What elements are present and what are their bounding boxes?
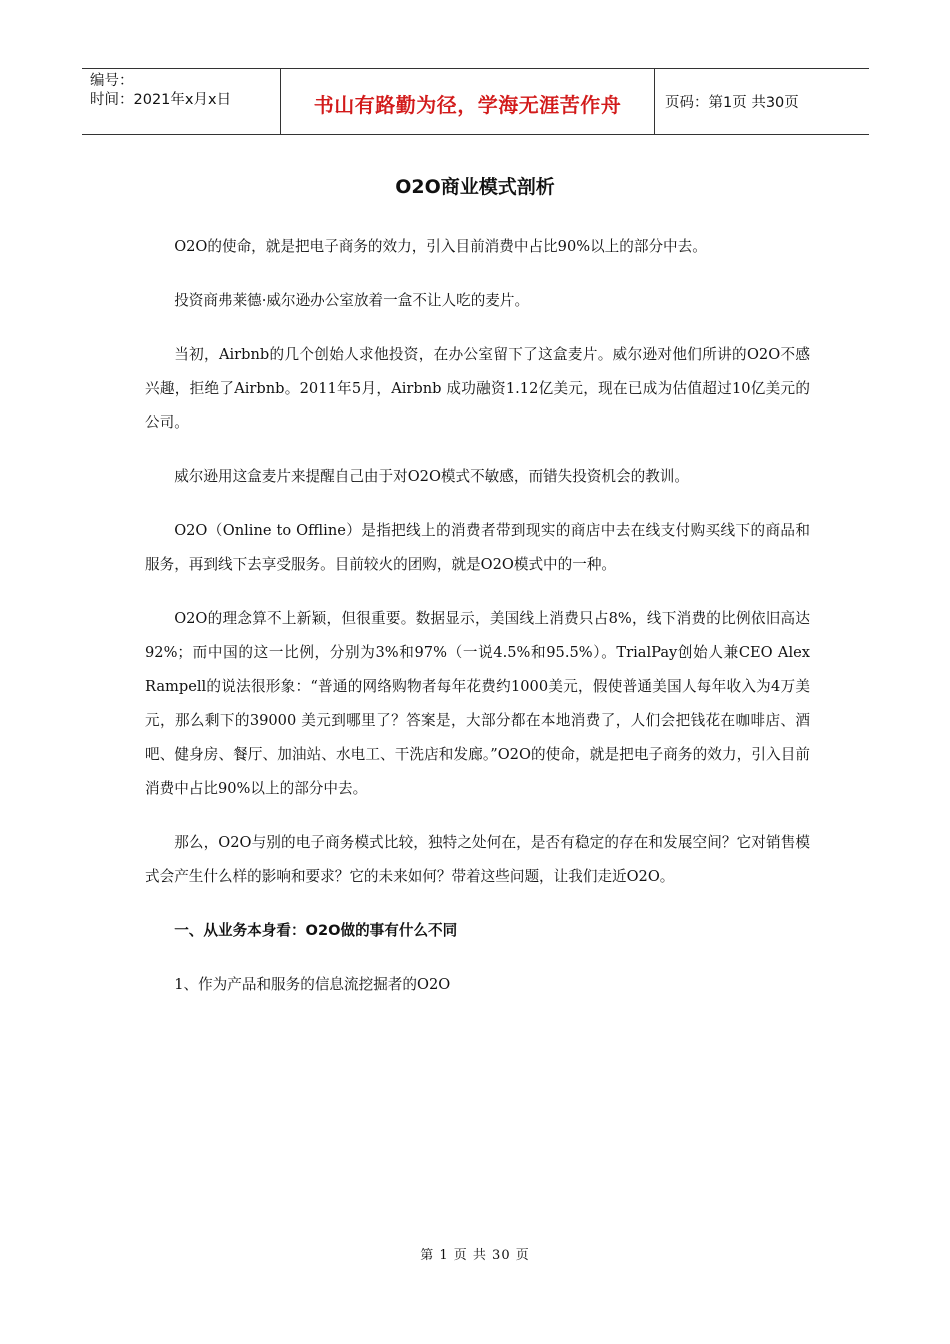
page-info: 页码：第1页 共30页 <box>665 95 799 111</box>
paragraph: 当初，Airbnb的几个创始人求他投资，在办公室留下了这盒麦片。威尔逊对他们所讲的O2O不感兴趣，拒绝了Airbnb。2011年5月，Airbnb 成功融资1.12亿美元，现在已成为估值超过10亿美元的公司。 <box>145 346 810 431</box>
header-table <box>82 68 869 135</box>
paragraph: O2O的使命，就是把电子商务的效力，引入目前消费中占比90%以上的部分中去。 <box>174 238 707 255</box>
date-label: 时间：2021年x月x日 <box>90 92 232 108</box>
header-left-cell <box>82 69 281 134</box>
paragraph: O2O的理念算不上新颖，但很重要。数据显示，美国线上消费只占8%，线下消费的比例依旧高达92%；而中国的这一比例，分别为3%和97%（一说4.5%和95.5%）。TrialPay创始人兼CEO Alex Rampell的说法很形象：“普通的网络购物者每年花费约1000美元，假使普通美国人每年收入为4万美元，那么剩下的39000 美元到哪里了？答案是，大部分都在本地消费了，人们会把钱花在咖啡店、酒吧、健身房、餐厅、加油站、水电工、干洗店和发廊。”O2O的使命，就是把电子商务的效力，引入目前消费中占比90%以上的部分中去。 <box>145 610 810 797</box>
number-label: 编号： <box>90 73 134 89</box>
paragraph: O2O（Online to Offline）是指把线上的消费者带到现实的商店中去在线支付购买线下的商品和服务，再到线下去享受服务。目前较火的团购，就是O2O模式中的一种。 <box>145 522 810 573</box>
paragraph: 投资商弗莱德·威尔逊办公室放着一盒不让人吃的麦片。 <box>174 292 530 309</box>
page-footer: 第 1 页 共 30 页 <box>420 1248 530 1263</box>
sub-heading: 1、作为产品和服务的信息流挖掘者的O2O <box>174 976 451 993</box>
document-title: O2O商业模式剖析 <box>395 176 555 198</box>
paragraph: 那么，O2O与别的电子商务模式比较，独特之处何在，是否有稳定的存在和发展空间？它对销售模式会产生什么样的影响和要求？它的未来如何？带着这些问题，让我们走近O2O。 <box>145 834 810 885</box>
document-body <box>145 230 810 1022</box>
section-heading: 一、从业务本身看：O2O做的事有什么不同 <box>174 922 458 939</box>
paragraph: 威尔逊用这盒麦片来提醒自己由于对O2O模式不敏感，而错失投资机会的教训。 <box>174 468 689 485</box>
motto: 书山有路勤为径，学海无涯苦作舟 <box>281 69 655 134</box>
